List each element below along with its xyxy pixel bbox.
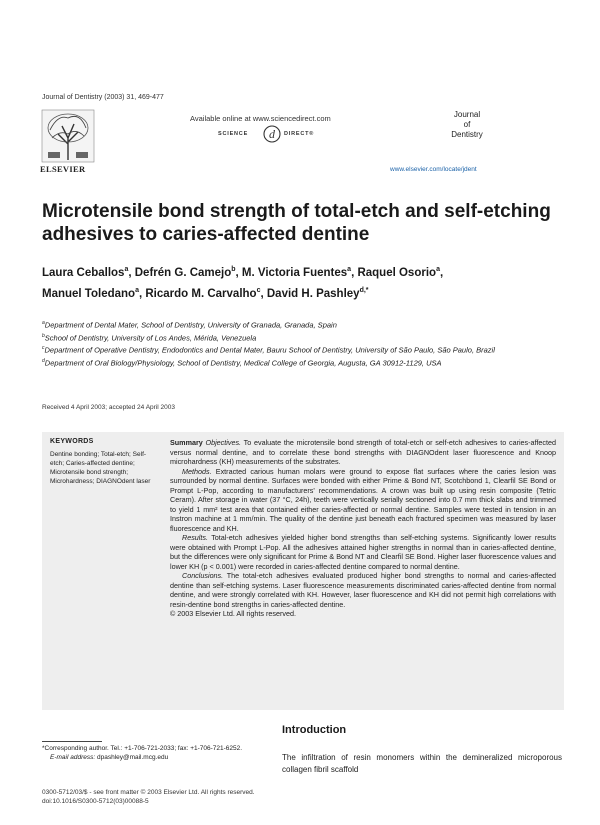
journal-title-line: of [463,120,471,129]
author-affil-mark: c [256,286,261,294]
sciencedirect-left-text: SCIENCE [218,131,249,137]
author-name[interactable]: Laura Ceballos [42,266,125,279]
affiliation [42,331,542,344]
journal-reference: Journal of Dentistry (2003) 31, 469-477 [42,94,164,101]
abstract-copyright: © 2003 Elsevier Ltd. All rights reserved. [170,609,296,618]
affiliation-text: Department of Oral Biology/Physiology, School of Dentistry, Medical College of Georgia, Augusta, GA 30912-1129, USA [44,358,442,367]
doi-text: doi:10.1016/S0300-5712(03)00088-5 [42,798,149,805]
conclusions-text: The total-etch adhesives evaluated produced higher bond strengths to normal and caries-affected dentine than self-etching systems. Laser fluorescence measurements discriminated caries-affected dentine from normal dentine, and were strongly correlated with KH. However, laser fluorescence and KH did not permit high correlations with resin-dentine bond strengths in caries-affected dentine. [170,571,556,609]
author-list [42,261,572,303]
abstract-objectives [170,438,556,467]
keywords-heading: KEYWORDS [50,438,94,445]
summary-label: Summary [170,438,203,447]
affiliation [42,318,542,331]
author-line: Manuel Toledano$^a$, Ricardo M. Carvalho$^c$, David H. Pashley$^{d,*}$ [42,286,369,300]
footnote-divider [42,741,102,742]
abstract-text [170,438,556,619]
sciencedirect-d-logo-icon [262,124,282,144]
journal-title [440,110,494,140]
corresponding-author-text: *Corresponding author. Tel.: +1-706-721-2033; fax: +1-706-721-6252. [42,745,243,752]
journal-title-line: Journal [453,110,481,119]
author-affil-mark: a [124,266,129,273]
issn-text: 0300-5712/03/$ - see front matter © 2003 Elsevier Ltd. All rights reserved. [42,789,255,796]
introduction-heading: Introduction [282,724,347,736]
page-footer [42,788,342,806]
keyword: Microhardness; [50,478,95,485]
corresponding-author-footnote [42,744,270,762]
author-affil-mark: a [135,286,139,294]
conclusions-label: Conclusions. [182,571,224,580]
author-affil-mark: a [436,266,440,273]
affiliation-mark: c [42,345,45,351]
keyword: Self-etch; [50,451,147,467]
affiliation [42,356,542,369]
abstract-methods [170,467,556,534]
available-online-text: Available online at www.sciencedirect.com [190,114,331,123]
keyword: Total-etch; [100,451,131,458]
objectives-text: To evaluate the microtensile bond strength of total-etch or self-etch adhesives to caries-affected versus normal dentine, and to correlate these bond strengths with DIAGNOdent laser fluorescence and Knoop microhardness (KH) measurements of the substrates. [170,438,556,466]
email-link[interactable]: dpashley@mail.mcg.edu [96,754,169,761]
author-affil-mark: a [347,266,352,273]
email-label: E-mail address: [50,754,96,761]
affiliation-mark: b [42,332,45,339]
affiliation-mark: a [42,320,45,326]
journal-url-link[interactable]: www.elsevier.com/locate/jdent [390,166,477,173]
svg-text:d: d [269,127,275,141]
affiliation-text: School of Dentistry, University of Los Andes, Mérida, Venezuela [44,333,257,342]
abstract-conclusions [170,571,556,609]
affiliation-list [42,318,542,368]
author-affil-mark: b [231,266,236,273]
author-name[interactable]: David H. Pashley [266,287,360,300]
received-dates: Received 4 April 2003; accepted 24 April 2003 [42,404,175,411]
keyword: Dentine bonding; [50,451,100,458]
affiliation-text: Department of Operative Dentistry, Endodontics and Dental Mater, Bauru School of Dentistry, University of São Paulo, São Paulo, Brazil [44,345,495,355]
journal-title-line: Dentistry [451,130,483,139]
author-name[interactable]: Defrén G. Camejo [134,266,232,279]
author-affil-mark: d,* [359,286,369,294]
author-name[interactable]: M. Victoria Fuentes [241,266,348,279]
sciencedirect-right-text: DIRECT® [284,131,315,137]
results-text: Total-etch adhesives yielded higher bond strengths than self-etching systems. Significantly lower results were obtained with Prompt L-Pop. All the adhesives attained higher strengths in normal than in caries-affected dentine, but the differences were only significant for Prime & Bond NT and Clearfil SE Bond. Higher laser fluorescence values and lower KH (p < 0.001) were recorded in caries-affected dentine compared to normal dentine. [170,533,556,571]
keyword: DIAGNOdent laser [96,478,151,485]
email-line [42,753,270,762]
article-title: Microtensile bond strength of total-etch and self-etching adhesives to caries-affected dentine [42,201,551,245]
keywords-list [50,450,158,486]
methods-label: Methods. [182,466,212,476]
abstract-results [170,533,556,571]
affiliation-text: Department of Dental Mater, School of Dentistry, University of Granada, Granada, Spain [44,320,337,330]
methods-text: Extracted carious human molars were ground to expose flat surfaces where the caries lesion was surrounded by normal dentine. Surfaces were bonded with either Prime & Bond NT, Scotchbond 1, Clearfil SE Bond or Prompt L-Pop, according to manufacturers' recommendations. A crown was built up using resin composite (Tetric Ceram). After storage in water (37 °C, 24h), teeth were vertically serially sectioned into 0.7 mm thick slabs and trimmed to yield 1 mm² test area that contained either caries-affected or normal dentine. Samples were tested in tension in an Instron machine at 1 mm/min. The quality of the dentine just beneath each fractured specimen was measured by laser fluorescence and KH. [170,466,556,533]
introduction-text: The infiltration of resin monomers within the demineralized microporous collagen fibril scaffold [282,753,562,774]
objectives-label: Objectives. [205,438,242,447]
affiliation-mark: d [42,357,45,364]
keyword: Microtensile bond strength; [50,469,129,476]
results-label: Results. [182,533,208,542]
elsevier-tree-logo-icon [40,108,96,170]
author-line: Laura Ceballos$^a$, Defrén G. Camejo$^b$, M. Victoria Fuentes$^a$, Raquel Osorio$^a$, [42,266,444,279]
author-name[interactable]: Manuel Toledano [42,287,136,300]
author-name[interactable]: Raquel Osorio [357,266,437,279]
affiliation [42,343,542,356]
author-name[interactable]: Ricardo M. Carvalho [145,287,257,300]
keyword: Caries-affected dentine; [65,460,135,467]
publisher-name: ELSEVIER [40,164,86,174]
